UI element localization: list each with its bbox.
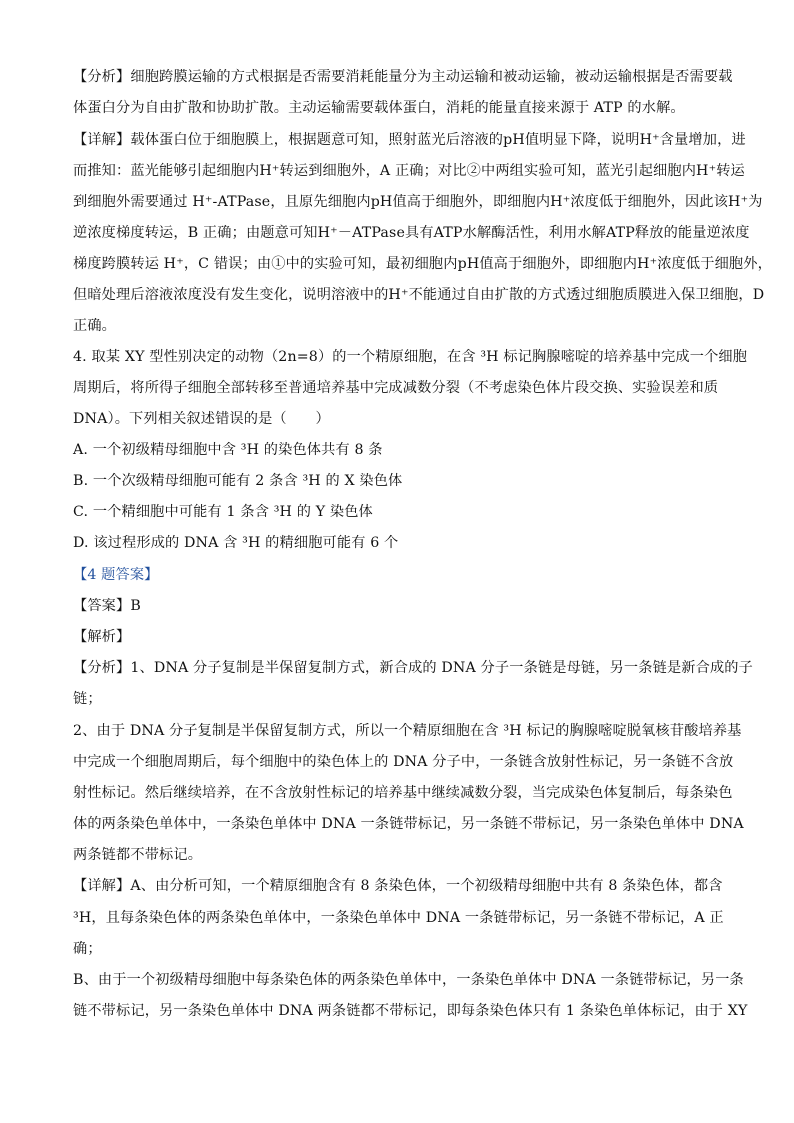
option-b: B. 一个次级精母细胞可能有 2 条含 ³H 的 X 染色体: [73, 473, 403, 489]
text-line: 射性标记。然后继续培养，在不含放射性标记的培养基中继续减数分裂，当完成染色体复制后，每条染色: [73, 785, 733, 801]
text-line: 而推知：蓝光能够引起细胞内H⁺转运到细胞外，A 正确；对比②中两组实验可知，蓝光引起细胞内H⁺转运: [73, 163, 745, 179]
text-line: 【详解】A、由分析可知，一个精原细胞含有 8 条染色体，一个初级精母细胞中共有 8 条染色体，都含: [73, 878, 723, 894]
text-line: 【分析】1、DNA 分子复制是半保留复制方式，新合成的 DNA 分子一条链是母链，另一条链是新合成的子: [73, 660, 753, 676]
text-line: 【分析】细胞跨膜运输的方式根据是否需要消耗能量分为主动运输和被动运输，被动运输根据是否需要载: [73, 69, 733, 85]
text-line: ³H，且每条染色体的两条染色单体中，一条染色单体中 DNA 一条链带标记，另一条链不带标记，A 正: [73, 910, 724, 926]
text-line: 体的两条染色单体中，一条染色单体中 DNA 一条链带标记，另一条链不带标记，另一条染色单体中 DNA: [73, 816, 744, 832]
text-line: 正确。: [73, 318, 117, 334]
question-stem: 4. 取某 XY 型性别决定的动物（2n=8）的一个精原细胞，在含 ³H 标记胸腺嘧啶的培养基中完成一个细胞: [73, 349, 748, 365]
analysis-heading: 【解析】: [73, 629, 131, 645]
text-line: B、由于一个初级精母细胞中每条染色体的两条染色单体中，一条染色单体中 DNA 一条链带标记，另一条: [73, 972, 744, 988]
text-line: 确；: [73, 941, 102, 957]
option-a: A. 一个初级精母细胞中含 ³H 的染色体共有 8 条: [73, 442, 383, 458]
answer-heading: 【4 题答案】: [73, 567, 159, 583]
text-line: 梯度跨膜转运 H⁺，C 错误；由①中的实验可知，最初细胞内pH值高于细胞外，即细胞内H⁺浓度低于细胞外，: [73, 256, 772, 272]
text-line: 但暗处理后溶液浓度没有发生变化，说明溶液中的H⁺不能通过自由扩散的方式透过细胞质膜进入保卫细胞，D: [73, 287, 765, 303]
answer-line: 【答案】B: [73, 598, 141, 614]
question-stem: DNA）。下列相关叙述错误的是（ ）: [73, 411, 330, 427]
text-line: 到细胞外需要通过 H⁺-ATPase，且原先细胞内pH值高于细胞外，即细胞内H⁺浓度低于细胞外，因此该H⁺为: [73, 194, 763, 210]
text-line: 逆浓度梯度转运，B 正确；由题意可知H⁺－ATPase具有ATP水解酶活性，利用水解ATP释放的能量逆浓度: [73, 225, 750, 241]
question-stem: 周期后，将所得子细胞全部转移至普通培养基中完成减数分裂（不考虑染色体片段交换、实验误差和质: [73, 380, 719, 396]
option-d: D. 该过程形成的 DNA 含 ³H 的精细胞可能有 6 个: [73, 535, 399, 551]
text-line: 链不带标记，另一条染色单体中 DNA 两条链都不带标记，即每条染色体只有 1 条染色单体标记，由于 XY: [73, 1003, 748, 1019]
text-line: 【详解】载体蛋白位于细胞膜上，根据题意可知，照射蓝光后溶液的pH值明显下降，说明H⁺含量增加，进: [73, 132, 746, 148]
text-line: 中完成一个细胞周期后，每个细胞中的染色体上的 DNA 分子中，一条链含放射性标记，另一条链不含放: [73, 754, 734, 770]
text-line: 两条链都不带标记。: [73, 847, 203, 863]
text-line: 体蛋白分为自由扩散和协助扩散。主动运输需要载体蛋白，消耗的能量直接来源于 ATP 的水解。: [73, 100, 685, 116]
option-c: C. 一个精细胞中可能有 1 条含 ³H 的 Y 染色体: [73, 504, 373, 520]
text-line: 链；: [73, 691, 102, 707]
text-line: 2、由于 DNA 分子复制是半保留复制方式，所以一个精原细胞在含 ³H 标记的胸腺嘧啶脱氧核苷酸培养基: [73, 723, 742, 739]
